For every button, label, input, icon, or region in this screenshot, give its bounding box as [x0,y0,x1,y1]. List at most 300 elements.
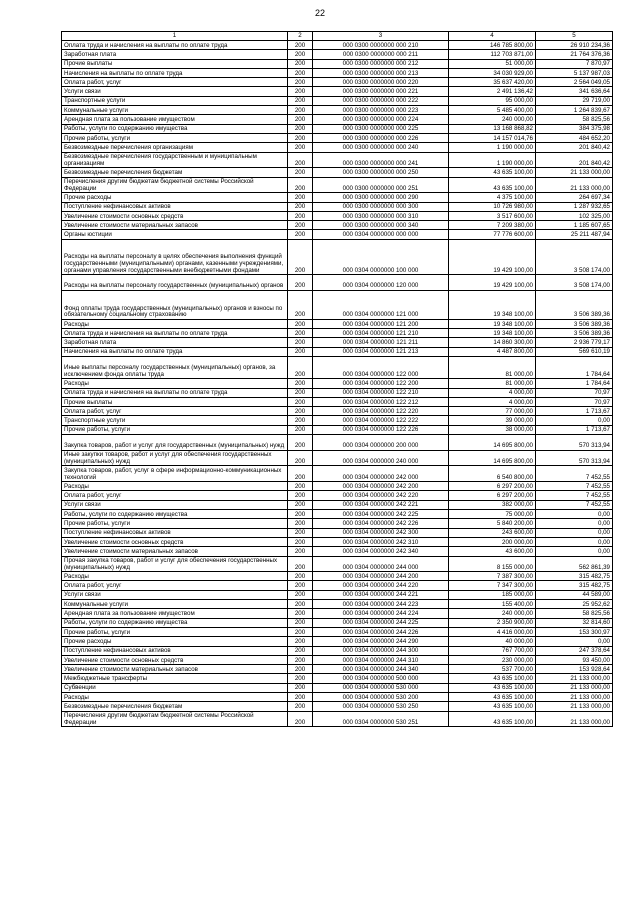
row-description: Расходы [62,482,288,491]
row-code: 200 [288,388,313,397]
row-code: 200 [288,68,313,77]
row-approved: 6 540 800,00 [449,466,536,482]
row-classification: 000 0304 0000000 122 222 [313,416,449,425]
table-row [62,347,613,356]
table-row [62,338,613,347]
row-classification: 000 0304 0000000 244 221 [313,590,449,599]
row-code: 200 [288,572,313,581]
table-row [62,177,613,193]
row-description: Оплата работ, услуг [62,78,288,87]
table-row [62,356,613,378]
table-row [62,683,613,692]
row-code: 200 [288,665,313,674]
row-classification: 000 0304 0000000 244 224 [313,609,449,618]
row-executed: 44 589,00 [536,590,613,599]
row-approved: 7 387 300,00 [449,572,536,581]
row-classification: 000 0304 0000000 244 310 [313,655,449,664]
row-code: 200 [288,347,313,356]
row-approved: 39 000,00 [449,416,536,425]
row-approved: 40 000,00 [449,637,536,646]
row-approved: 14 157 014,76 [449,133,536,142]
row-classification: 000 0304 0000000 244 200 [313,572,449,581]
table-row [62,416,613,425]
row-classification: 000 0300 0000000 000 240 [313,143,449,152]
row-code: 200 [288,143,313,152]
table-row [62,407,613,416]
table-row [62,133,613,142]
row-approved: 81 000,00 [449,356,536,378]
table-row [62,693,613,702]
row-code: 200 [288,537,313,546]
row-code: 200 [288,407,313,416]
table-row [62,665,613,674]
row-executed: 3 506 389,36 [536,329,613,338]
row-classification: 000 0304 0000000 200 000 [313,435,449,451]
table-row [62,618,613,627]
row-description: Поступление нефинансовых активов [62,646,288,655]
row-executed: 26 910 234,36 [536,41,613,50]
row-executed: 70,97 [536,397,613,406]
row-description: Услуги связи [62,590,288,599]
row-executed: 0,00 [536,510,613,519]
row-approved: 200 000,00 [449,537,536,546]
row-approved: 19 348 100,00 [449,290,536,319]
row-classification: 000 0304 0000000 100 000 [313,239,449,275]
row-description: Оплата работ, услуг [62,491,288,500]
row-description: Безвозмездные перечисления организациям [62,143,288,152]
row-classification: 000 0304 0000000 530 251 [313,711,449,727]
table-row [62,143,613,152]
row-code: 200 [288,655,313,664]
table-row [62,41,613,50]
row-approved: 13 168 868,82 [449,124,536,133]
row-description: Оплата труда и начисления на выплаты по оплате труда [62,388,288,397]
table-row [62,674,613,683]
row-approved: 112 703 871,00 [449,50,536,59]
row-executed: 7 452,55 [536,500,613,509]
table-row [62,600,613,609]
row-approved: 2 350 900,00 [449,618,536,627]
row-approved: 7 209 380,00 [449,221,536,230]
table-row [62,609,613,618]
column-header: 1 [62,32,288,41]
row-approved: 38 000,00 [449,425,536,434]
row-classification: 000 0304 0000000 530 200 [313,693,449,702]
row-description: Транспортные услуги [62,96,288,105]
row-description: Перечисления другим бюджетам бюджетной системы Российской Федерации [62,711,288,727]
row-approved: 95 000,00 [449,96,536,105]
row-classification: 000 0300 0000000 000 224 [313,115,449,124]
row-description: Транспортные услуги [62,416,288,425]
table-row [62,482,613,491]
row-code: 200 [288,590,313,599]
row-executed: 153 300,97 [536,627,613,636]
row-approved: 6 297 200,00 [449,491,536,500]
row-approved: 767 700,00 [449,646,536,655]
row-approved: 4 000,00 [449,397,536,406]
table-row [62,379,613,388]
row-classification: 000 0300 0000000 000 290 [313,193,449,202]
row-executed: 341 636,64 [536,87,613,96]
row-approved: 77 776 600,00 [449,230,536,239]
row-approved: 43 635 100,00 [449,177,536,193]
row-code: 200 [288,338,313,347]
row-approved: 537 700,00 [449,665,536,674]
row-classification: 000 0300 0000000 000 226 [313,133,449,142]
row-description: Расходы [62,319,288,328]
row-executed: 21 133 000,00 [536,683,613,692]
table-row [62,388,613,397]
row-classification: 000 0304 0000000 122 210 [313,388,449,397]
row-approved: 81 000,00 [449,379,536,388]
row-executed: 3 506 389,36 [536,319,613,328]
row-code: 200 [288,510,313,519]
row-approved: 75 000,00 [449,510,536,519]
row-executed: 484 652,20 [536,133,613,142]
row-approved: 5 485 400,00 [449,106,536,115]
row-code: 200 [288,547,313,556]
table-row [62,124,613,133]
row-executed: 7 870,97 [536,59,613,68]
row-executed: 29 719,00 [536,96,613,105]
row-approved: 5 840 200,00 [449,519,536,528]
row-approved: 146 785 800,00 [449,41,536,50]
row-executed: 2 564 049,05 [536,78,613,87]
row-code: 200 [288,379,313,388]
row-code: 200 [288,609,313,618]
row-executed: 3 508 174,00 [536,275,613,291]
row-classification: 000 0304 0000000 244 000 [313,556,449,572]
row-code: 200 [288,683,313,692]
row-description: Прочие работы, услуги [62,519,288,528]
row-classification: 000 0304 0000000 242 220 [313,491,449,500]
row-classification: 000 0304 0000000 122 226 [313,425,449,434]
table-row [62,435,613,451]
row-approved: 240 000,00 [449,609,536,618]
row-executed: 21 133 000,00 [536,674,613,683]
row-classification: 000 0300 0000000 000 300 [313,202,449,211]
row-code: 200 [288,466,313,482]
row-code: 200 [288,637,313,646]
row-classification: 000 0304 0000000 500 000 [313,674,449,683]
row-code: 200 [288,519,313,528]
table-row [62,711,613,727]
row-executed: 315 482,75 [536,581,613,590]
row-code: 200 [288,711,313,727]
row-executed: 201 840,42 [536,143,613,152]
row-description: Иные выплаты персоналу государственных (муниципальных) органов, за исключением фонда оплаты труда [62,356,288,378]
table-row [62,193,613,202]
table-row [62,96,613,105]
row-description: Арендная плата за пользование имуществом [62,609,288,618]
row-code: 200 [288,581,313,590]
row-executed: 21 133 000,00 [536,702,613,711]
row-description: Увеличение стоимости материальных запасов [62,547,288,556]
row-description: Работы, услуги по содержанию имущества [62,618,288,627]
row-code: 200 [288,96,313,105]
row-description: Прочие выплаты [62,397,288,406]
row-approved: 43 635 100,00 [449,693,536,702]
row-executed: 25 952,62 [536,600,613,609]
row-approved: 243 600,00 [449,528,536,537]
row-description: Работы, услуги по содержанию имущества [62,510,288,519]
row-code: 200 [288,702,313,711]
row-approved: 155 400,00 [449,600,536,609]
row-approved: 7 347 300,00 [449,581,536,590]
row-executed: 1 185 607,65 [536,221,613,230]
row-executed: 70,97 [536,388,613,397]
row-executed: 58 825,56 [536,115,613,124]
row-classification: 000 0300 0000000 000 225 [313,124,449,133]
row-description: Расходы [62,572,288,581]
row-approved: 4 487 800,00 [449,347,536,356]
row-description: Увеличение стоимости основных средств [62,211,288,220]
row-approved: 6 297 200,00 [449,482,536,491]
row-classification: 000 0300 0000000 000 340 [313,221,449,230]
table-row [62,275,613,291]
row-classification: 000 0300 0000000 000 221 [313,87,449,96]
row-executed: 102 325,00 [536,211,613,220]
row-approved: 19 429 100,00 [449,239,536,275]
row-code: 200 [288,329,313,338]
column-header: 5 [536,32,613,41]
row-description: Прочая закупка товаров, работ и услуг для обеспечения государственных (муниципальных) нужд [62,556,288,572]
row-executed: 0,00 [536,547,613,556]
row-classification: 000 0304 0000000 244 220 [313,581,449,590]
row-classification: 000 0304 0000000 244 300 [313,646,449,655]
row-classification: 000 0304 0000000 120 000 [313,275,449,291]
row-code: 200 [288,600,313,609]
row-code: 200 [288,556,313,572]
row-executed: 3 508 174,00 [536,239,613,275]
row-executed: 2 936 779,17 [536,338,613,347]
row-code: 200 [288,202,313,211]
row-description: Коммунальные услуги [62,106,288,115]
row-classification: 000 0304 0000000 121 210 [313,329,449,338]
row-executed: 570 313,94 [536,435,613,451]
row-classification: 000 0304 0000000 244 226 [313,627,449,636]
row-classification: 000 0304 0000000 242 340 [313,547,449,556]
budget-table [61,31,613,727]
row-executed: 569 610,19 [536,347,613,356]
table-row [62,290,613,319]
row-classification: 000 0300 0000000 000 210 [313,41,449,50]
row-approved: 14 860 300,00 [449,338,536,347]
row-executed: 0,00 [536,537,613,546]
row-description: Расходы на выплаты персоналу в целях обеспечения выполнения функций государственными (муниципальными) органами, казенными учреждениями, органами управления государственными внебюджетными фондами [62,239,288,275]
row-approved: 1 190 000,00 [449,143,536,152]
row-description: Закупка товаров, работ и услуг для государственных (муниципальных) нужд [62,435,288,451]
row-executed: 247 378,64 [536,646,613,655]
row-code: 200 [288,482,313,491]
row-code: 200 [288,115,313,124]
row-approved: 43 635 100,00 [449,711,536,727]
table-row [62,702,613,711]
table-row [62,510,613,519]
row-executed: 562 861,39 [536,556,613,572]
row-description: Поступление нефинансовых активов [62,528,288,537]
row-approved: 14 695 800,00 [449,450,536,466]
row-executed: 1 264 839,67 [536,106,613,115]
row-description: Работы, услуги по содержанию имущества [62,124,288,133]
row-executed: 201 840,42 [536,152,613,168]
row-classification: 000 0304 0000000 242 225 [313,510,449,519]
table-row [62,329,613,338]
row-approved: 43 635 100,00 [449,702,536,711]
row-executed: 32 814,60 [536,618,613,627]
row-executed: 25 211 487,94 [536,230,613,239]
row-executed: 21 133 000,00 [536,168,613,177]
table-row [62,528,613,537]
row-description: Оплата работ, услуг [62,407,288,416]
table-row [62,78,613,87]
row-approved: 43 635 100,00 [449,168,536,177]
row-description: Увеличение стоимости материальных запасов [62,665,288,674]
row-code: 200 [288,152,313,168]
row-description: Перечисления другим бюджетам бюджетной системы Российской Федерации [62,177,288,193]
table-row [62,59,613,68]
row-code: 200 [288,50,313,59]
table-row [62,556,613,572]
row-approved: 19 348 100,00 [449,329,536,338]
column-header: 4 [449,32,536,41]
row-classification: 000 0304 0000000 122 200 [313,379,449,388]
row-code: 200 [288,78,313,87]
row-code: 200 [288,221,313,230]
row-classification: 000 0304 0000000 244 340 [313,665,449,674]
row-classification: 000 0300 0000000 000 212 [313,59,449,68]
row-approved: 35 637 420,00 [449,78,536,87]
table-row [62,168,613,177]
row-approved: 2 491 136,42 [449,87,536,96]
table-row [62,211,613,220]
row-code: 200 [288,397,313,406]
row-code: 200 [288,416,313,425]
row-executed: 0,00 [536,637,613,646]
row-approved: 19 348 100,00 [449,319,536,328]
row-code: 200 [288,674,313,683]
row-description: Услуги связи [62,500,288,509]
row-approved: 43 635 100,00 [449,674,536,683]
row-executed: 7 452,55 [536,466,613,482]
row-code: 200 [288,646,313,655]
table-row [62,239,613,275]
row-classification: 000 0304 0000000 244 225 [313,618,449,627]
row-code: 200 [288,211,313,220]
row-executed: 264 697,34 [536,193,613,202]
row-approved: 1 190 000,00 [449,152,536,168]
row-classification: 000 0304 0000000 121 211 [313,338,449,347]
row-approved: 10 726 980,00 [449,202,536,211]
row-classification: 000 0304 0000000 242 310 [313,537,449,546]
table-row [62,230,613,239]
row-classification: 000 0304 0000000 530 250 [313,702,449,711]
table-row [62,547,613,556]
table-row [62,655,613,664]
row-description: Оплата труда и начисления на выплаты по оплате труда [62,329,288,338]
row-description: Безвозмездные перечисления бюджетам [62,702,288,711]
row-description: Межбюджетные трансферты [62,674,288,683]
row-description: Прочие расходы [62,193,288,202]
row-executed: 1 784,64 [536,356,613,378]
row-classification: 000 0304 0000000 242 200 [313,482,449,491]
table-row [62,87,613,96]
row-executed: 7 452,55 [536,482,613,491]
table-row [62,221,613,230]
row-classification: 000 0304 0000000 244 223 [313,600,449,609]
row-executed: 153 928,64 [536,665,613,674]
row-code: 200 [288,290,313,319]
row-code: 200 [288,230,313,239]
column-header: 3 [313,32,449,41]
row-description: Услуги связи [62,87,288,96]
table-row [62,637,613,646]
row-executed: 3 506 389,36 [536,290,613,319]
row-code: 200 [288,124,313,133]
row-classification: 000 0300 0000000 000 251 [313,177,449,193]
row-executed: 5 137 987,03 [536,68,613,77]
table-row [62,425,613,434]
row-approved: 185 000,00 [449,590,536,599]
row-executed: 58 825,56 [536,609,613,618]
row-executed: 93 450,00 [536,655,613,664]
row-code: 200 [288,425,313,434]
row-classification: 000 0304 0000000 530 000 [313,683,449,692]
row-executed: 1 287 932,65 [536,202,613,211]
row-code: 200 [288,435,313,451]
table-row [62,581,613,590]
row-description: Оплата работ, услуг [62,581,288,590]
row-classification: 000 0304 0000000 122 212 [313,397,449,406]
row-code: 200 [288,133,313,142]
row-classification: 000 0300 0000000 000 213 [313,68,449,77]
table-row [62,50,613,59]
row-description: Прочие выплаты [62,59,288,68]
column-header: 2 [288,32,313,41]
row-description: Расходы на выплаты персоналу государственных (муниципальных) органов [62,275,288,291]
row-code: 200 [288,177,313,193]
row-description: Прочие работы, услуги [62,425,288,434]
row-approved: 19 429 100,00 [449,275,536,291]
table-row [62,519,613,528]
row-classification: 000 0304 0000000 122 220 [313,407,449,416]
row-approved: 43 600,00 [449,547,536,556]
row-classification: 000 0300 0000000 000 250 [313,168,449,177]
row-approved: 51 000,00 [449,59,536,68]
header-row [62,32,613,41]
row-code: 200 [288,528,313,537]
row-description: Прочие расходы [62,637,288,646]
row-code: 200 [288,41,313,50]
row-code: 200 [288,450,313,466]
row-classification: 000 0304 0000000 242 300 [313,528,449,537]
table-row [62,106,613,115]
page-number: 22 [314,8,325,18]
table-row [62,152,613,168]
table-row [62,627,613,636]
row-code: 200 [288,168,313,177]
row-approved: 34 030 929,00 [449,68,536,77]
table-row [62,491,613,500]
row-approved: 3 517 600,00 [449,211,536,220]
row-description: Расходы [62,693,288,702]
row-executed: 0,00 [536,416,613,425]
row-description: Начисления на выплаты по оплате труда [62,68,288,77]
row-code: 200 [288,618,313,627]
row-description: Безвозмездные перечисления бюджетам [62,168,288,177]
row-classification: 000 0304 0000000 121 200 [313,319,449,328]
row-classification: 000 0300 0000000 000 220 [313,78,449,87]
